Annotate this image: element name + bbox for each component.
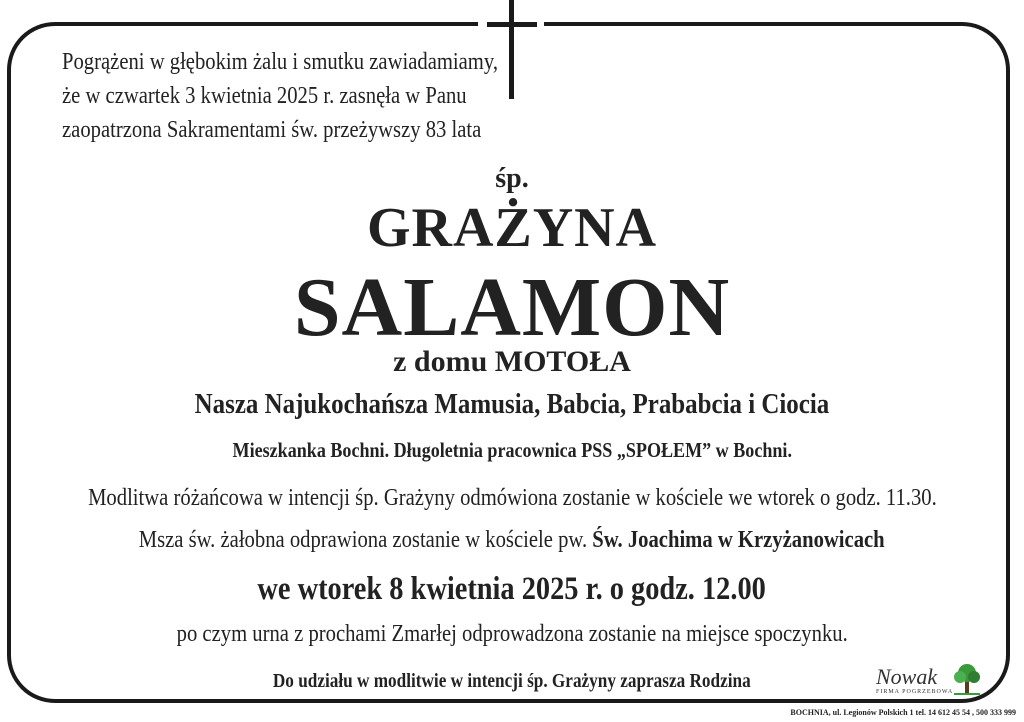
invite-line: Do udziału w modlitwie w intencji śp. Grażyny zaprasza Rodzina — [273, 670, 751, 692]
resident-line: Mieszkanka Bochni. Długoletnia pracownica PSS „SPOŁEM” w Bochni. — [232, 438, 792, 462]
first-name: GRAŻYNA — [366, 197, 658, 259]
family-line: Nasza Najukochańsza Mamusia, Babcia, Prababcia i Ciocia — [194, 388, 830, 420]
church-name: Św. Joachima w Krzyżanowicach — [592, 527, 885, 553]
rosary-line: Modlitwa różańcowa w intencji śp. Grażyny odmówiona zostanie w kościele we wtorek o godz. 11.30. — [87, 485, 937, 511]
intro-line: Pogrążeni w głębokim żalu i smutku zawiadamiamy, — [62, 49, 499, 75]
last-name: SALAMON — [293, 261, 731, 354]
logo-subtitle: FIRMA POGRZEBOWA — [876, 689, 954, 695]
tree-icon — [952, 662, 982, 696]
logo-name: Nowak — [876, 664, 938, 689]
footer-contact: BOCHNIA, ul. Legionów Polskich 1 tel. 14 612 45 54 , 500 333 999 — [790, 708, 1016, 717]
maiden-name: z domu MOTOŁA — [393, 345, 631, 378]
honorific-prefix: śp. — [495, 163, 529, 194]
urn-line: po czym urna z prochami Zmarłej odprowadzona zostanie na miejsce spoczynku. — [176, 621, 848, 647]
intro-text — [62, 45, 498, 147]
funeral-home-logo — [866, 660, 986, 700]
funeral-date: we wtorek 8 kwietnia 2025 r. o godz. 12.00 — [257, 571, 767, 607]
mass-line — [139, 527, 885, 554]
intro-line: że w czwartek 3 kwietnia 2025 r. zasnęła w Panu — [62, 83, 467, 109]
intro-line: zaopatrzona Sakramentami św. przeżywszy 83 lata — [62, 117, 482, 143]
mass-prefix: Msza św. żałobna odprawiona zostanie w kościele pw. — [139, 527, 593, 553]
